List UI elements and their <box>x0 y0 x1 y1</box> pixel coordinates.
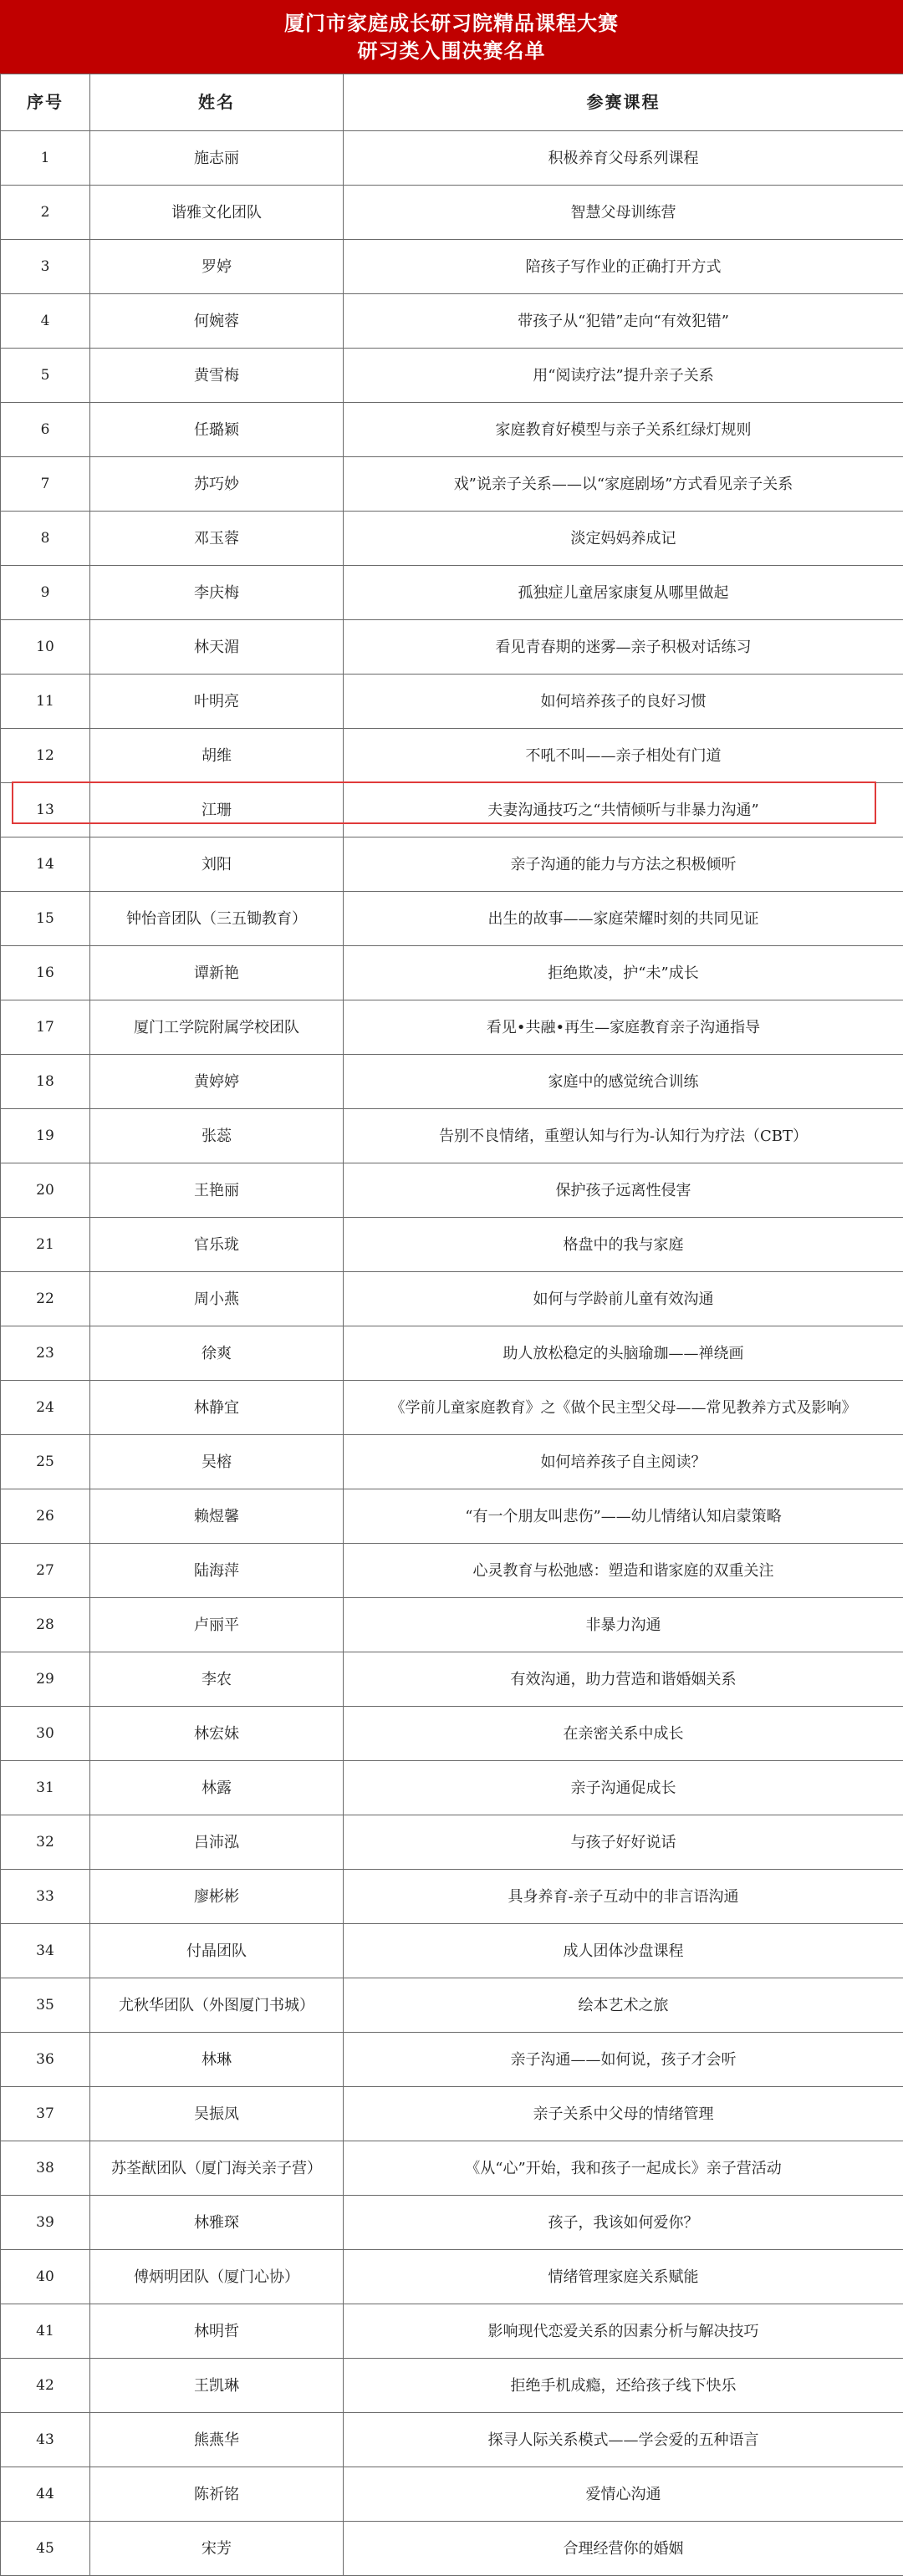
table-row <box>1 946 903 1000</box>
row-course: 夫妻沟通技巧之“共情倾听与非暴力沟通” <box>344 783 903 837</box>
row-name: 任璐颖 <box>90 403 344 457</box>
row-name: 周小燕 <box>90 1272 344 1326</box>
row-no: 15 <box>1 892 90 946</box>
title-line-1: 厦门市家庭成长研习院精品课程大赛 <box>284 11 619 35</box>
row-course: 出生的故事——家庭荣耀时刻的共同见证 <box>344 892 903 946</box>
row-no: 29 <box>1 1652 90 1707</box>
column-header-course: 参赛课程 <box>344 74 903 131</box>
table-row <box>1 294 903 349</box>
row-no: 44 <box>1 2467 90 2522</box>
row-no: 18 <box>1 1055 90 1109</box>
table-title-banner <box>0 0 903 74</box>
row-course: 《学前儿童家庭教育》之《做个民主型父母——常见教养方式及影响》 <box>344 1381 903 1435</box>
row-name: 何婉蓉 <box>90 294 344 349</box>
row-course: 探寻人际关系模式——学会爱的五种语言 <box>344 2413 903 2467</box>
row-name: 厦门工学院附属学校团队 <box>90 1000 344 1055</box>
table-row <box>1 2359 903 2413</box>
row-no: 22 <box>1 1272 90 1326</box>
table-row <box>1 512 903 566</box>
table-row <box>1 457 903 512</box>
finalist-table <box>0 74 903 2576</box>
table-row <box>1 1489 903 1544</box>
row-course: 保护孩子远离性侵害 <box>344 1163 903 1218</box>
row-name: 苏荃猷团队（厦门海关亲子营） <box>90 2141 344 2196</box>
row-name: 吴榕 <box>90 1435 344 1489</box>
table-row <box>1 729 903 783</box>
row-no: 42 <box>1 2359 90 2413</box>
row-course: 戏”说亲子关系——以“家庭剧场”方式看见亲子关系 <box>344 457 903 512</box>
row-name: 吴振凤 <box>90 2087 344 2141</box>
table-row <box>1 1707 903 1761</box>
row-no: 41 <box>1 2304 90 2359</box>
row-no: 24 <box>1 1381 90 1435</box>
table-row <box>1 1870 903 1924</box>
row-no: 39 <box>1 2196 90 2250</box>
row-course: 淡定妈妈养成记 <box>344 512 903 566</box>
row-name: 钟怡音团队（三五锄教育） <box>90 892 344 946</box>
row-no: 9 <box>1 566 90 620</box>
row-no: 17 <box>1 1000 90 1055</box>
row-no: 10 <box>1 620 90 675</box>
row-name: 叶明亮 <box>90 675 344 729</box>
row-no: 40 <box>1 2250 90 2304</box>
column-header-name: 姓名 <box>90 74 344 131</box>
table-row <box>1 1652 903 1707</box>
table-row <box>1 2196 903 2250</box>
row-no: 14 <box>1 837 90 892</box>
row-name: 陆海萍 <box>90 1544 344 1598</box>
table-row <box>1 1326 903 1381</box>
table-row <box>1 1544 903 1598</box>
row-no: 38 <box>1 2141 90 2196</box>
row-course: 告别不良情绪，重塑认知与行为-认知行为疗法（CBT） <box>344 1109 903 1163</box>
row-course: 不吼不叫——亲子相处有门道 <box>344 729 903 783</box>
row-name: 赖煜馨 <box>90 1489 344 1544</box>
table-row <box>1 1924 903 1978</box>
row-name: 林雅琛 <box>90 2196 344 2250</box>
row-name: 徐爽 <box>90 1326 344 1381</box>
row-no: 1 <box>1 131 90 186</box>
row-no: 13 <box>1 783 90 837</box>
row-course: 亲子沟通——如何说，孩子才会听 <box>344 2033 903 2087</box>
table-row <box>1 1435 903 1489</box>
row-course: 亲子关系中父母的情绪管理 <box>344 2087 903 2141</box>
row-name: 吕沛泓 <box>90 1815 344 1870</box>
row-course: 合理经营你的婚姻 <box>344 2522 903 2576</box>
row-no: 4 <box>1 294 90 349</box>
row-name: 陈祈铭 <box>90 2467 344 2522</box>
title-line-2: 研习类入围决赛名单 <box>357 38 546 63</box>
row-no: 33 <box>1 1870 90 1924</box>
row-course: 如何培养孩子自主阅读？ <box>344 1435 903 1489</box>
row-course: 拒绝欺凌，护“未”成长 <box>344 946 903 1000</box>
row-name: 刘阳 <box>90 837 344 892</box>
row-course: 带孩子从“犯错”走向“有效犯错” <box>344 294 903 349</box>
row-name: 江珊 <box>90 783 344 837</box>
row-name: 王凯琳 <box>90 2359 344 2413</box>
row-course: 绘本艺术之旅 <box>344 1978 903 2033</box>
row-name: 卢丽平 <box>90 1598 344 1652</box>
row-name: 苏巧妙 <box>90 457 344 512</box>
table-row <box>1 892 903 946</box>
row-course: 如何培养孩子的良好习惯 <box>344 675 903 729</box>
row-no: 23 <box>1 1326 90 1381</box>
table-row <box>1 240 903 294</box>
table-row <box>1 566 903 620</box>
row-no: 36 <box>1 2033 90 2087</box>
table-row <box>1 1978 903 2033</box>
table-row <box>1 1000 903 1055</box>
row-name: 罗婷 <box>90 240 344 294</box>
table-row <box>1 2467 903 2522</box>
row-no: 37 <box>1 2087 90 2141</box>
row-no: 11 <box>1 675 90 729</box>
table-row <box>1 186 903 240</box>
row-name: 李农 <box>90 1652 344 1707</box>
row-name: 付晶团队 <box>90 1924 344 1978</box>
row-no: 34 <box>1 1924 90 1978</box>
table-row <box>1 1055 903 1109</box>
row-no: 12 <box>1 729 90 783</box>
row-course: 与孩子好好说话 <box>344 1815 903 1870</box>
table-row <box>1 349 903 403</box>
row-name: 廖彬彬 <box>90 1870 344 1924</box>
row-no: 20 <box>1 1163 90 1218</box>
table-row <box>1 675 903 729</box>
row-course: 爱情心沟通 <box>344 2467 903 2522</box>
row-name: 林露 <box>90 1761 344 1815</box>
table-row <box>1 131 903 186</box>
row-name: 黄婷婷 <box>90 1055 344 1109</box>
row-course: 有效沟通，助力营造和谐婚姻关系 <box>344 1652 903 1707</box>
table-row <box>1 1272 903 1326</box>
row-no: 3 <box>1 240 90 294</box>
row-course: 在亲密关系中成长 <box>344 1707 903 1761</box>
row-name: 官乐珑 <box>90 1218 344 1272</box>
row-no: 6 <box>1 403 90 457</box>
row-course: 看见青春期的迷雾—亲子积极对话练习 <box>344 620 903 675</box>
row-name: 胡维 <box>90 729 344 783</box>
row-name: 宋芳 <box>90 2522 344 2576</box>
row-no: 31 <box>1 1761 90 1815</box>
table-header-row <box>1 74 903 131</box>
table-row <box>1 2087 903 2141</box>
row-name: 林宏妹 <box>90 1707 344 1761</box>
row-name: 尤秋华团队（外图厦门书城） <box>90 1978 344 2033</box>
row-no: 16 <box>1 946 90 1000</box>
row-course: 陪孩子写作业的正确打开方式 <box>344 240 903 294</box>
row-no: 43 <box>1 2413 90 2467</box>
row-course: 如何与学龄前儿童有效沟通 <box>344 1272 903 1326</box>
row-no: 32 <box>1 1815 90 1870</box>
row-no: 5 <box>1 349 90 403</box>
row-name: 傅炳明团队（厦门心协） <box>90 2250 344 2304</box>
column-header-no: 序号 <box>1 74 90 131</box>
row-course: 家庭中的感觉统合训练 <box>344 1055 903 1109</box>
row-name: 施志丽 <box>90 131 344 186</box>
row-name: 林明哲 <box>90 2304 344 2359</box>
table-row <box>1 2304 903 2359</box>
row-no: 25 <box>1 1435 90 1489</box>
row-course: 孩子，我该如何爱你？ <box>344 2196 903 2250</box>
row-name: 邓玉蓉 <box>90 512 344 566</box>
row-no: 35 <box>1 1978 90 2033</box>
row-course: 家庭教育好模型与亲子关系红绿灯规则 <box>344 403 903 457</box>
row-course: 助人放松稳定的头脑瑜珈——禅绕画 <box>344 1326 903 1381</box>
row-name: 谐雅文化团队 <box>90 186 344 240</box>
table-row <box>1 403 903 457</box>
row-no: 28 <box>1 1598 90 1652</box>
row-course: 影响现代恋爱关系的因素分析与解决技巧 <box>344 2304 903 2359</box>
row-no: 27 <box>1 1544 90 1598</box>
row-name: 林静宜 <box>90 1381 344 1435</box>
row-course: “有一个朋友叫悲伤”——幼儿情绪认知启蒙策略 <box>344 1489 903 1544</box>
row-no: 45 <box>1 2522 90 2576</box>
table-row <box>1 2033 903 2087</box>
table-row <box>1 620 903 675</box>
row-course: 看见•共融•再生—家庭教育亲子沟通指导 <box>344 1000 903 1055</box>
row-course: 孤独症儿童居家康复从哪里做起 <box>344 566 903 620</box>
table-row <box>1 1218 903 1272</box>
row-course: 亲子沟通促成长 <box>344 1761 903 1815</box>
row-course: 具身养育-亲子互动中的非言语沟通 <box>344 1870 903 1924</box>
table-row <box>1 1381 903 1435</box>
table-row <box>1 2250 903 2304</box>
row-name: 林天湄 <box>90 620 344 675</box>
row-name: 黄雪梅 <box>90 349 344 403</box>
row-name: 李庆梅 <box>90 566 344 620</box>
table-row <box>1 2413 903 2467</box>
row-name: 谭新艳 <box>90 946 344 1000</box>
row-no: 26 <box>1 1489 90 1544</box>
row-course: 拒绝手机成瘾，还给孩子线下快乐 <box>344 2359 903 2413</box>
row-course: 积极养育父母系列课程 <box>344 131 903 186</box>
table-row <box>1 1163 903 1218</box>
row-course: 非暴力沟通 <box>344 1598 903 1652</box>
row-course: 情绪管理家庭关系赋能 <box>344 2250 903 2304</box>
row-no: 8 <box>1 512 90 566</box>
table-row <box>1 2522 903 2576</box>
row-no: 2 <box>1 186 90 240</box>
row-course: 心灵教育与松弛感：塑造和谐家庭的双重关注 <box>344 1544 903 1598</box>
row-name: 王艳丽 <box>90 1163 344 1218</box>
table-row <box>1 1598 903 1652</box>
row-course: 《从“心”开始，我和孩子一起成长》亲子营活动 <box>344 2141 903 2196</box>
table-row <box>1 783 903 837</box>
table-row <box>1 1815 903 1870</box>
row-no: 30 <box>1 1707 90 1761</box>
row-no: 7 <box>1 457 90 512</box>
row-course: 亲子沟通的能力与方法之积极倾听 <box>344 837 903 892</box>
row-name: 张蕊 <box>90 1109 344 1163</box>
row-course: 智慧父母训练营 <box>344 186 903 240</box>
row-name: 林琳 <box>90 2033 344 2087</box>
row-course: 用“阅读疗法”提升亲子关系 <box>344 349 903 403</box>
row-no: 19 <box>1 1109 90 1163</box>
table-row <box>1 1761 903 1815</box>
table-row <box>1 2141 903 2196</box>
row-course: 格盘中的我与家庭 <box>344 1218 903 1272</box>
table-body <box>1 131 903 2576</box>
table-row <box>1 837 903 892</box>
table-row <box>1 1109 903 1163</box>
row-name: 熊燕华 <box>90 2413 344 2467</box>
row-course: 成人团体沙盘课程 <box>344 1924 903 1978</box>
row-no: 21 <box>1 1218 90 1272</box>
